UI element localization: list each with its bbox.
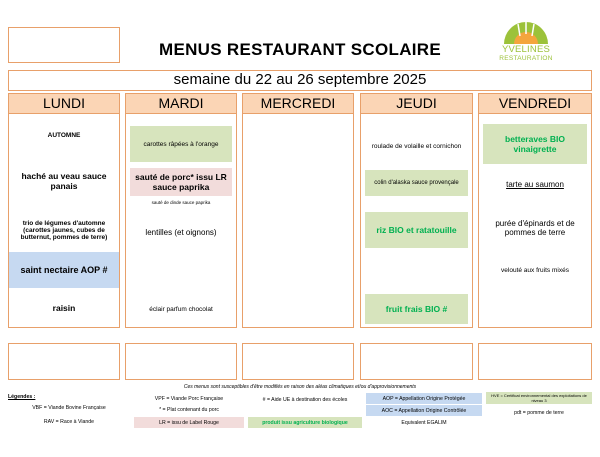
mardi-main-alternative: sauté de dinde sauce paprika: [151, 199, 211, 205]
day-header-jeudi: JEUDI: [360, 93, 473, 114]
legend-egalim: Equivalent EGALIM: [401, 419, 447, 426]
mardi-starter: carottes râpées à l'orange: [130, 126, 232, 162]
bottom-box-mercredi: [242, 343, 354, 380]
legend-vpf: VPF = Viande Porc Française: [154, 396, 224, 402]
page-title: MENUS RESTAURANT SCOLAIRE: [158, 40, 442, 59]
day-header-vendredi: VENDREDI: [478, 93, 592, 114]
logo-text-yvelines: YVELINES: [501, 44, 551, 55]
bottom-box-mardi: [125, 343, 237, 380]
column-vendredi: [478, 114, 592, 328]
mardi-side: lentilles (et oignons): [145, 227, 217, 237]
column-lundi: [8, 114, 120, 328]
day-header-mardi: MARDI: [125, 93, 237, 114]
bottom-box-jeudi: [360, 343, 473, 380]
legend-rav: RAV = Race à Viande: [43, 419, 95, 425]
bottom-box-lundi: [8, 343, 120, 380]
legend-aide-ue: # = Aide UE à destination des écoles: [262, 396, 348, 403]
vendredi-dessert: velouté aux fruits mixés: [501, 266, 569, 274]
jeudi-side: riz BIO et ratatouille: [365, 212, 468, 248]
column-jeudi: [360, 114, 473, 328]
vendredi-starter: betteraves BIO vinaigrette: [483, 124, 587, 164]
legend: [8, 392, 592, 432]
column-mercredi: [242, 114, 354, 328]
jeudi-dessert: fruit frais BIO #: [365, 294, 468, 324]
disclaimer-text: Ces menus sont susceptibles d'être modifiés en raison des aléas climatiques et/ou d'approvisionnements: [183, 384, 417, 390]
mardi-dessert: éclair parfum chocolat: [149, 305, 213, 313]
column-mardi: [125, 114, 237, 328]
legend-title: Légendes :: [8, 394, 36, 400]
jeudi-main: colin d'alaska sauce provençale: [365, 170, 468, 196]
vendredi-main: tarte au saumon: [506, 179, 564, 189]
lundi-cheese: saint nectaire AOP #: [9, 252, 119, 288]
day-header-mercredi: MERCREDI: [242, 93, 354, 114]
lundi-side: trio de légumes d'automne (carottes jaunes, cubes de butternut, pommes de terre): [20, 219, 108, 241]
legend-aoc: AOC = Appellation Origine Contrôlée: [366, 405, 482, 416]
jeudi-starter: roulade de volaille et cornichon: [371, 142, 462, 150]
lundi-starter: AUTOMNE: [47, 131, 81, 139]
legend-label-rouge: LR = issu de Label Rouge: [134, 417, 244, 428]
lundi-dessert: raisin: [52, 303, 76, 313]
week-banner: semaine du 22 au 26 septembre 2025: [8, 70, 592, 91]
header-empty-box: [8, 27, 120, 63]
vendredi-side: purée d'épinards et de pommes de terre: [495, 219, 575, 237]
legend-hve: HVE = Certificat environnemental des exploitations de niveau 3: [486, 392, 592, 404]
bottom-box-vendredi: [478, 343, 592, 380]
legend-porc: * = Plat contenant du porc: [159, 406, 219, 413]
lundi-main: haché au veau sauce panais: [21, 171, 107, 191]
legend-bio: produit issu agriculture biologique: [248, 417, 362, 428]
day-header-lundi: LUNDI: [8, 93, 120, 114]
legend-pdt: pdt = pomme de terre: [514, 409, 564, 416]
legend-vbf: VBF = Viande Bovine Française: [32, 405, 106, 411]
mardi-main: sauté de porc* issu LR sauce paprika: [130, 168, 232, 196]
legend-aop: AOP = Appellation Origine Protégée: [366, 393, 482, 404]
logo-text-restauration: RESTAURATION: [499, 55, 553, 62]
